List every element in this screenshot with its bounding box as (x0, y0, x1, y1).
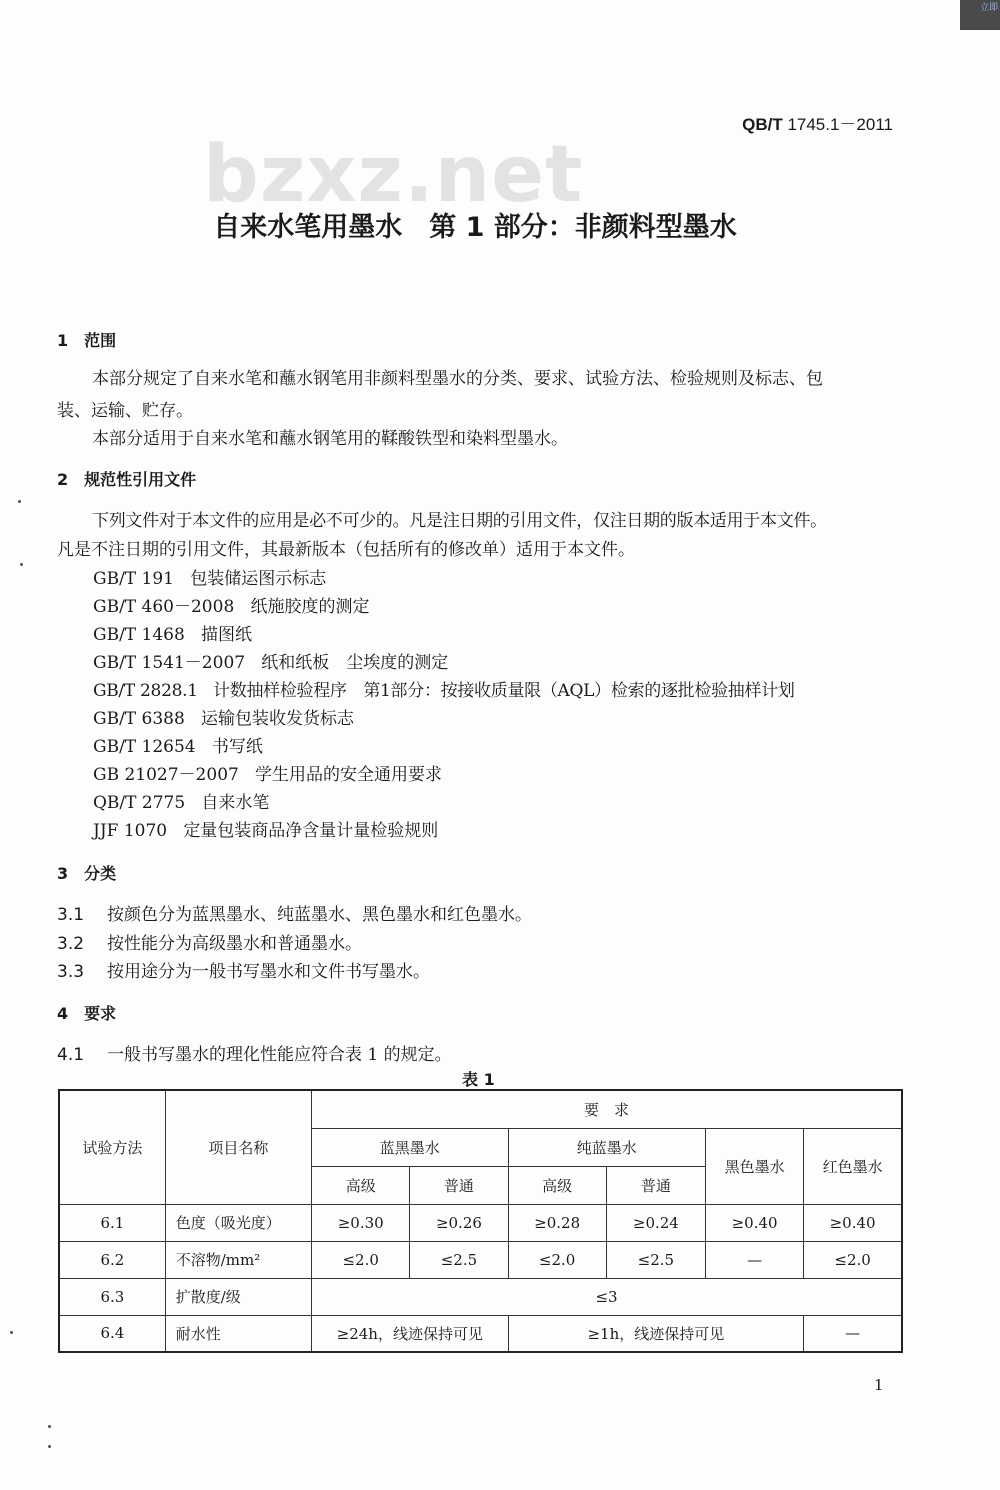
ref-code: QB/T 2775 (93, 793, 186, 813)
clause-text: 按用途分为一般书写墨水和文件书写墨水。 (107, 962, 430, 982)
ref-code: GB/T 12654 (93, 737, 196, 757)
cell-value-merged: ≤3 (312, 1278, 902, 1315)
ref-item (93, 816, 438, 841)
section-1-heading: 1 范围 (57, 331, 117, 350)
table-row (59, 1204, 902, 1241)
header-item-name: 项目名称 (165, 1090, 311, 1204)
table-row (59, 1278, 902, 1315)
ref-title: 定量包装商品净含量计量检验规则 (183, 821, 439, 841)
table-caption: 表 1 (462, 1070, 495, 1089)
ref-code: GB/T 1541－2007 (93, 653, 246, 673)
section-1-para-1-line-2: 装、运输、贮存。 (57, 401, 193, 421)
page-number: 1 (874, 1376, 884, 1394)
scan-speck (48, 1445, 51, 1448)
corner-tab[interactable]: 立即 (960, 0, 1000, 30)
scan-speck (18, 500, 21, 503)
ref-title: 运输包装收发货标志 (201, 709, 355, 729)
cell-method: 6.4 (59, 1315, 165, 1352)
ref-item (93, 704, 354, 729)
standard-prefix: QB/T (742, 115, 783, 134)
cell-value: ≥24h，线迹保持可见 (312, 1315, 508, 1352)
clause-number: 4.1 (57, 1045, 85, 1065)
clause-number: 3.1 (57, 905, 85, 925)
clause-number: 3.2 (57, 934, 85, 954)
clause-text: 一般书写墨水的理化性能应符合表 1 的规定。 (107, 1045, 452, 1065)
cell-item: 不溶物/mm² (165, 1241, 311, 1278)
clause-item (57, 900, 532, 925)
cell-value: ≥1h，线迹保持可见 (508, 1315, 804, 1352)
ref-item (93, 760, 442, 785)
cell-method: 6.2 (59, 1241, 165, 1278)
ref-title: 包装储运图示标志 (190, 569, 327, 589)
ref-code: GB/T 191 (93, 569, 174, 589)
section-1-para-1-line-1: 本部分规定了自来水笔和蘸水钢笔用非颜料型墨水的分类、要求、试验方法、检验规则及标志、包 (92, 369, 823, 389)
header-test-method: 试验方法 (59, 1090, 165, 1204)
ref-title: 纸施胶度的测定 (250, 597, 370, 617)
ref-title: 纸和纸板 尘埃度的测定 (261, 653, 449, 673)
ref-code: GB/T 460－2008 (93, 597, 235, 617)
cell-value: ≤2.0 (508, 1241, 606, 1278)
ref-item (93, 592, 369, 617)
section-2-intro-line-1: 下列文件对于本文件的应用是必不可少的。凡是注日期的引用文件，仅注日期的版本适用于本文件。 (92, 511, 827, 531)
watermark: bzxz.net (203, 130, 584, 220)
cell-value: ≥0.30 (312, 1204, 410, 1241)
cell-method: 6.3 (59, 1278, 165, 1315)
cell-value: — (804, 1315, 902, 1352)
clause-text: 按颜色分为蓝黑墨水、纯蓝墨水、黑色墨水和红色墨水。 (107, 905, 532, 925)
cell-item: 耐水性 (165, 1315, 311, 1352)
clause-item (57, 957, 430, 982)
cell-value: ≤2.5 (606, 1241, 705, 1278)
header-blue-black: 蓝黑墨水 (312, 1128, 508, 1166)
ref-code: JJF 1070 (93, 821, 168, 841)
clause-number: 3.3 (57, 962, 85, 982)
ref-title: 学生用品的安全通用要求 (255, 765, 443, 785)
ref-title: 计数抽样检验程序 第1部分：按接收质量限（AQL）检索的逐批检验抽样计划 (213, 681, 795, 701)
ref-title: 描图纸 (201, 625, 253, 645)
header-pure-blue: 纯蓝墨水 (508, 1128, 705, 1166)
ref-item (93, 620, 252, 645)
scan-speck (20, 563, 23, 566)
table-row (59, 1241, 902, 1278)
section-4-heading: 4 要求 (57, 1004, 117, 1023)
table-header-row (59, 1090, 902, 1128)
scan-speck (10, 1331, 13, 1334)
ref-item (93, 676, 795, 701)
header-high-grade: 高级 (312, 1166, 410, 1204)
ref-item (93, 648, 448, 673)
section-2-intro-line-2: 凡是不注日期的引用文件，其最新版本（包括所有的修改单）适用于本文件。 (57, 540, 635, 560)
cell-method: 6.1 (59, 1204, 165, 1241)
standard-number (742, 110, 893, 135)
cell-item: 色度（吸光度） (165, 1204, 311, 1241)
cell-value: ≥0.40 (705, 1204, 803, 1241)
section-2-heading: 2 规范性引用文件 (57, 470, 197, 489)
ref-title: 书写纸 (211, 737, 263, 757)
ref-code: GB/T 2828.1 (93, 681, 198, 701)
ref-item (93, 788, 269, 813)
cell-value: — (705, 1241, 803, 1278)
ref-title: 自来水笔 (201, 793, 270, 813)
ref-code: GB 21027－2007 (93, 765, 239, 785)
document-title: 自来水笔用墨水 第 1 部分：非颜料型墨水 (213, 212, 737, 243)
cell-value: ≥0.28 (508, 1204, 606, 1241)
table-row (59, 1315, 902, 1352)
standard-code: 1745.1－2011 (787, 115, 893, 134)
scan-speck (48, 1425, 51, 1428)
section-1-para-2: 本部分适用于自来水笔和蘸水钢笔用的鞣酸铁型和染料型墨水。 (92, 429, 568, 449)
cell-value: ≤2.0 (312, 1241, 410, 1278)
ref-code: GB/T 1468 (93, 625, 185, 645)
header-high-grade: 高级 (508, 1166, 606, 1204)
ref-item (93, 732, 263, 757)
cell-value: ≤2.0 (804, 1241, 902, 1278)
cell-value: ≥0.40 (804, 1204, 902, 1241)
cell-item: 扩散度/级 (165, 1278, 311, 1315)
section-3-heading: 3 分类 (57, 864, 117, 883)
header-red: 红色墨水 (804, 1128, 902, 1204)
ref-code: GB/T 6388 (93, 709, 185, 729)
cell-value: ≤2.5 (410, 1241, 508, 1278)
cell-value: ≥0.26 (410, 1204, 508, 1241)
clause-text: 按性能分为高级墨水和普通墨水。 (107, 934, 362, 954)
header-normal-grade: 普通 (410, 1166, 508, 1204)
ref-item (93, 564, 326, 589)
header-black: 黑色墨水 (705, 1128, 803, 1204)
header-requirements: 要 求 (312, 1090, 902, 1128)
cell-value: ≥0.24 (606, 1204, 705, 1241)
clause-item (57, 1040, 452, 1065)
clause-item (57, 929, 362, 954)
header-normal-grade: 普通 (606, 1166, 705, 1204)
requirements-table (58, 1089, 903, 1353)
